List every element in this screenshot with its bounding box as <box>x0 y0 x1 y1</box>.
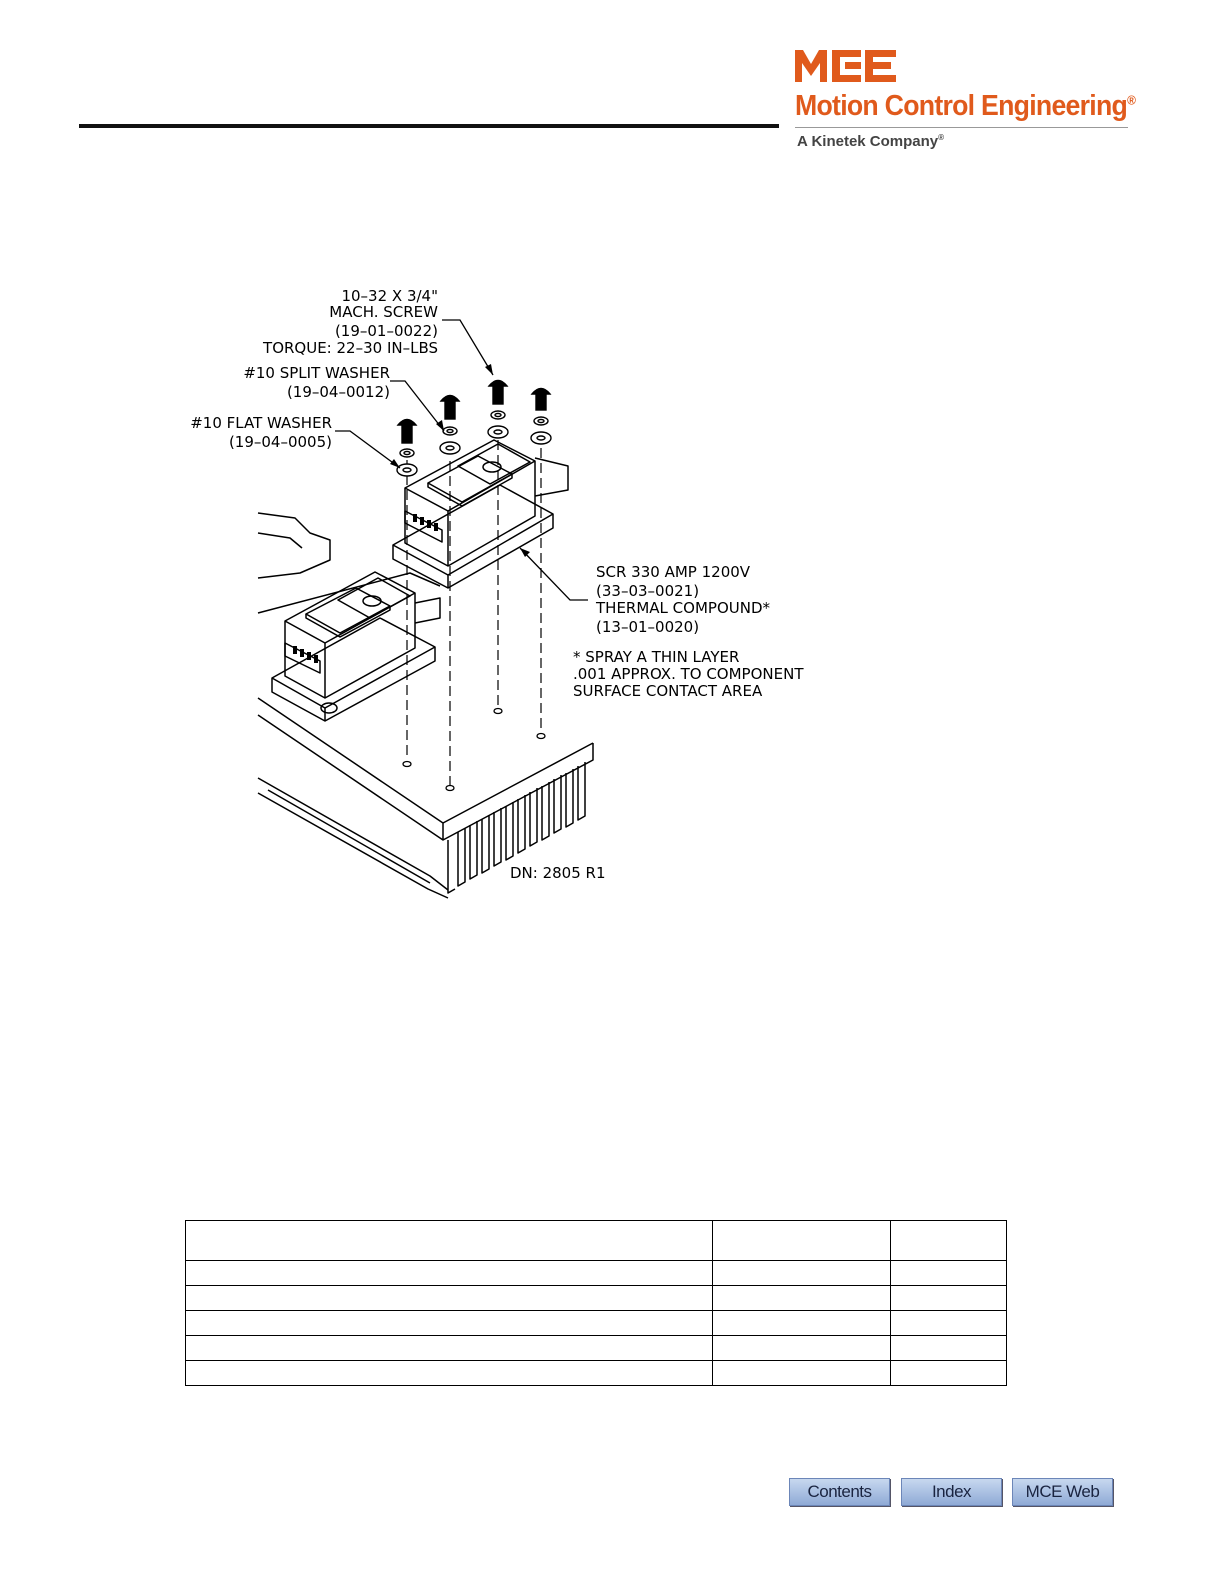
company-name: Motion Control Engineering® <box>795 90 1136 122</box>
table-cell <box>713 1361 891 1386</box>
lower-scr-module <box>272 572 440 721</box>
callout-flat-washer <box>190 414 332 451</box>
svg-text:#10 SPLIT WASHER: #10 SPLIT WASHER <box>243 364 390 382</box>
svg-text:10–32 X 3/4": 10–32 X 3/4" <box>341 287 438 305</box>
table-cell <box>186 1261 713 1286</box>
table-header-row <box>186 1221 1007 1261</box>
table-cell <box>891 1336 1007 1361</box>
table-cell <box>186 1311 713 1336</box>
table-cell <box>891 1286 1007 1311</box>
table-cell <box>713 1261 891 1286</box>
svg-text:(19–04–0012): (19–04–0012) <box>286 383 390 401</box>
drawing-number: DN: 2805 R1 <box>510 864 606 882</box>
svg-text:MACH. SCREW: MACH. SCREW <box>329 303 438 321</box>
index-button[interactable]: Index <box>901 1478 1002 1506</box>
parts-table <box>185 1220 1007 1386</box>
contents-button[interactable]: Contents <box>789 1478 890 1506</box>
mce-logo-mark <box>795 48 897 82</box>
svg-text:(19–04–0005): (19–04–0005) <box>228 433 332 451</box>
assembly-centerlines <box>407 433 541 785</box>
rear-module <box>258 513 330 578</box>
svg-text:(33–03–0021): (33–03–0021) <box>596 582 700 600</box>
table-row <box>186 1261 1007 1286</box>
svg-text:TORQUE: 22–30 IN–LBS: TORQUE: 22–30 IN–LBS <box>263 339 438 357</box>
table-cell <box>186 1361 713 1386</box>
table-row <box>186 1361 1007 1386</box>
logo-divider <box>795 127 1128 128</box>
table-cell <box>713 1336 891 1361</box>
table-cell <box>891 1221 1007 1261</box>
svg-text:THERMAL COMPOUND*: THERMAL COMPOUND* <box>596 599 770 617</box>
table-cell <box>891 1361 1007 1386</box>
table-cell <box>713 1311 891 1336</box>
callout-screw <box>262 287 438 357</box>
svg-text:(19–01–0022): (19–01–0022) <box>334 322 438 340</box>
heatsink-rail <box>258 778 448 898</box>
svg-text:SCR 330 AMP 1200V: SCR 330 AMP 1200V <box>596 563 751 581</box>
table-cell <box>186 1221 713 1261</box>
table-cell <box>713 1286 891 1311</box>
table-cell <box>891 1261 1007 1286</box>
callout-split-washer <box>243 364 390 401</box>
table-cell <box>891 1311 1007 1336</box>
thermal-compound-note <box>573 648 804 700</box>
callout-scr <box>595 563 770 636</box>
scr-mounting-drawing <box>180 278 840 908</box>
svg-text:SURFACE CONTACT AREA: SURFACE CONTACT AREA <box>573 682 763 700</box>
table-row <box>186 1336 1007 1361</box>
upper-scr-module <box>393 440 568 588</box>
company-tagline: A Kinetek Company® <box>797 133 945 150</box>
mce-web-button[interactable]: MCE Web <box>1012 1478 1113 1506</box>
company-logo <box>795 48 1145 158</box>
svg-text:(13–01–0020): (13–01–0020) <box>596 618 700 636</box>
table-row <box>186 1286 1007 1311</box>
svg-text:* SPRAY A THIN LAYER: * SPRAY A THIN LAYER <box>573 648 740 666</box>
table-cell <box>186 1336 713 1361</box>
table-cell <box>186 1286 713 1311</box>
svg-text:.001 APPROX. TO COMPONENT: .001 APPROX. TO COMPONENT <box>573 665 804 683</box>
mounting-holes <box>403 709 545 791</box>
table-cell <box>713 1221 891 1261</box>
table-row <box>186 1311 1007 1336</box>
header-rule <box>79 124 779 128</box>
svg-text:#10 FLAT WASHER: #10 FLAT WASHER <box>190 414 332 432</box>
